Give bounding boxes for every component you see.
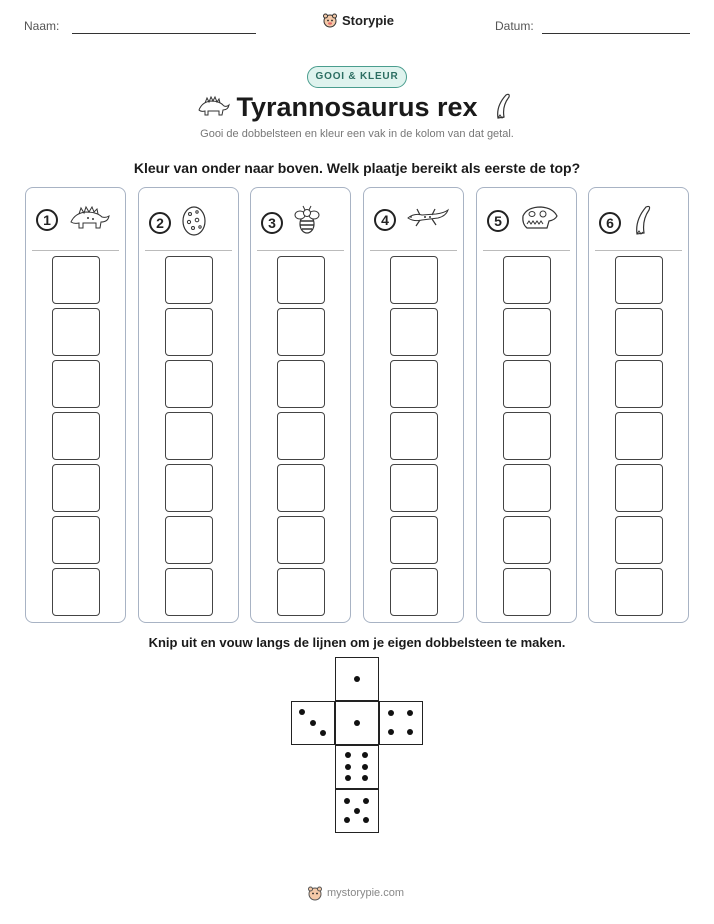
die-pip [388, 710, 394, 716]
claw-icon [631, 204, 655, 241]
color-box[interactable] [52, 256, 100, 304]
die-pip [310, 720, 316, 726]
die-face-1 [335, 657, 379, 701]
column-header [374, 204, 450, 235]
die-pip [407, 729, 413, 735]
color-box[interactable] [390, 412, 438, 460]
color-box[interactable] [503, 568, 551, 616]
column-2 [138, 187, 239, 623]
color-box[interactable] [277, 256, 325, 304]
color-box[interactable] [52, 464, 100, 512]
color-box[interactable] [52, 360, 100, 408]
date-label: Datum: [495, 19, 534, 33]
column-4 [363, 187, 464, 623]
claw-title-icon [492, 92, 514, 120]
column-header [487, 204, 559, 237]
cut-instruction: Knip uit en vouw langs de lijnen om je eigen dobbelsteen te maken. [148, 635, 566, 650]
die-pip [362, 764, 368, 770]
color-box[interactable] [277, 516, 325, 564]
color-box[interactable] [390, 308, 438, 356]
color-box[interactable] [52, 308, 100, 356]
brand-logo [322, 12, 394, 28]
color-box[interactable] [390, 360, 438, 408]
storypie-mascot-icon [307, 885, 323, 901]
trex-skull-icon [519, 204, 559, 237]
column-3 [250, 187, 351, 623]
column-header [599, 204, 655, 241]
color-box[interactable] [615, 360, 663, 408]
color-box[interactable] [615, 308, 663, 356]
die-pip [320, 730, 326, 736]
color-box[interactable] [390, 464, 438, 512]
bee-icon [293, 204, 321, 241]
date-line[interactable] [542, 33, 690, 34]
color-box[interactable] [165, 308, 213, 356]
die-pip [362, 775, 368, 781]
footer [307, 885, 404, 901]
storypie-mascot-icon [322, 12, 338, 28]
column-divider [32, 250, 119, 251]
die-face-6 [335, 745, 379, 789]
column-divider [595, 250, 682, 251]
color-box[interactable] [503, 256, 551, 304]
die-pip [344, 798, 350, 804]
page-title: Tyrannosaurus rex [236, 92, 478, 122]
column-divider [257, 250, 344, 251]
color-box[interactable] [503, 412, 551, 460]
column-1 [25, 187, 126, 623]
die-pip [363, 817, 369, 823]
brand-name: Storypie [342, 12, 395, 28]
lizard-icon [406, 204, 450, 235]
color-box[interactable] [390, 568, 438, 616]
column-divider [370, 250, 457, 251]
column-number: 4 [374, 209, 396, 231]
die-pip [354, 676, 360, 682]
color-box[interactable] [390, 516, 438, 564]
color-box[interactable] [277, 464, 325, 512]
column-number: 6 [599, 212, 621, 234]
activity-badge: GOOI & KLEUR [307, 66, 407, 88]
die-pip [363, 798, 369, 804]
die-pip [354, 808, 360, 814]
color-box[interactable] [503, 308, 551, 356]
color-box[interactable] [503, 464, 551, 512]
die-pip [362, 752, 368, 758]
column-divider [483, 250, 570, 251]
die-pip [344, 817, 350, 823]
name-line[interactable] [72, 33, 256, 34]
name-label: Naam: [24, 19, 60, 33]
color-box[interactable] [503, 360, 551, 408]
coloring-instruction: Kleur van onder naar boven. Welk plaatje bereikt als eerste de top? [133, 160, 581, 176]
color-box[interactable] [165, 256, 213, 304]
color-box[interactable] [165, 516, 213, 564]
footer-url[interactable]: mystorypie.com [327, 887, 405, 899]
color-box[interactable] [52, 516, 100, 564]
color-box[interactable] [52, 412, 100, 460]
color-box[interactable] [277, 412, 325, 460]
die-face-1 [335, 701, 379, 745]
die-face-4 [379, 701, 423, 745]
column-5 [476, 187, 577, 623]
column-6 [588, 187, 689, 623]
die-pip [345, 764, 351, 770]
column-header [261, 204, 321, 241]
color-box[interactable] [615, 256, 663, 304]
die-pip [345, 775, 351, 781]
color-box[interactable] [52, 568, 100, 616]
color-box[interactable] [165, 464, 213, 512]
die-pip [299, 709, 305, 715]
color-box[interactable] [503, 516, 551, 564]
color-box[interactable] [165, 412, 213, 460]
column-number: 2 [149, 212, 171, 234]
page-subtitle: Gooi de dobbelsteen en kleur een vak in de kolom van dat getal. [200, 128, 514, 140]
die-face-5 [335, 789, 379, 833]
die-pip [354, 720, 360, 726]
die-pip [407, 710, 413, 716]
color-box[interactable] [165, 568, 213, 616]
die-pip [345, 752, 351, 758]
color-box[interactable] [165, 360, 213, 408]
color-box[interactable] [277, 568, 325, 616]
dino-egg-icon [181, 204, 207, 241]
color-box[interactable] [615, 516, 663, 564]
column-number: 5 [487, 210, 509, 232]
die-face-3 [291, 701, 335, 745]
stegosaurus-icon [68, 204, 110, 235]
column-header [36, 204, 110, 235]
color-box[interactable] [390, 256, 438, 304]
column-number: 3 [261, 212, 283, 234]
die-pip [388, 729, 394, 735]
color-box[interactable] [277, 308, 325, 356]
column-divider [145, 250, 232, 251]
color-box[interactable] [277, 360, 325, 408]
column-header [149, 204, 207, 241]
color-box[interactable] [615, 464, 663, 512]
column-number: 1 [36, 209, 58, 231]
color-box[interactable] [615, 412, 663, 460]
color-box[interactable] [615, 568, 663, 616]
